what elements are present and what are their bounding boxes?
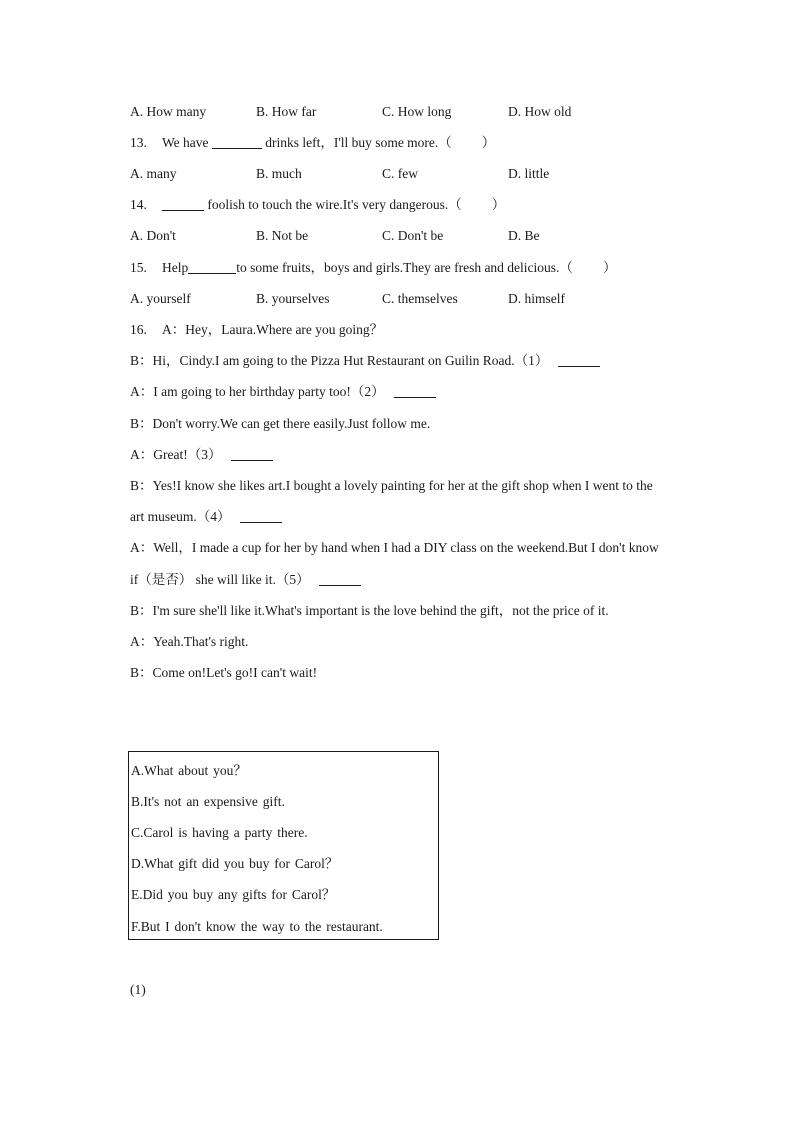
q13-option-d[interactable]: D. little	[508, 166, 550, 181]
dialogue-text: B：Hi，Cindy.I am going to the Pizza Hut Restaurant on Guilin Road.（1）	[130, 353, 549, 368]
q15-option-d[interactable]: D. himself	[508, 291, 565, 306]
q16-line-4	[130, 415, 430, 433]
q15-option-c[interactable]: C. themselves	[382, 291, 458, 306]
q16-line-10	[130, 602, 609, 620]
q14-blank[interactable]	[162, 197, 204, 211]
answer-blank-3[interactable]	[231, 447, 273, 461]
q14-stem	[130, 196, 505, 214]
q13-close: ）	[481, 135, 496, 150]
dialogue-text: A：Hey，Laura.Where are you going？	[162, 322, 384, 337]
dialogue-text: B：Come on!Let's go!I can't wait!	[130, 665, 318, 680]
dialogue-text: A：Well，I made a cup for her by hand when I had a DIY class on the weekend.But I don't know	[130, 540, 659, 555]
q16-line-12	[130, 664, 317, 682]
choice-a: A.What about you？	[131, 763, 247, 778]
answer-blank-4[interactable]	[240, 509, 282, 523]
q15-close: ）	[602, 260, 617, 275]
q15-number: 15.	[130, 260, 147, 275]
q15-text-after: to some fruits，boys and girls.They are fresh and delicious.（	[236, 260, 573, 275]
q12-option-b[interactable]: B. How far	[256, 104, 317, 119]
q13-number: 13.	[130, 135, 147, 150]
dialogue-text: B：Yes!I know she likes art.I bought a lovely painting for her at the gift shop when I went to the	[130, 478, 653, 493]
dialogue-text: art museum.（4）	[130, 509, 231, 524]
q12-option-c[interactable]: C. How long	[382, 104, 452, 119]
q14-close: ）	[491, 197, 506, 212]
dialogue-text: B：I'm sure she'll like it.What's important is the love behind the gift，not the price of it.	[130, 603, 609, 618]
q13-text-before: We have	[162, 135, 212, 150]
q13-stem	[130, 134, 495, 152]
q16-line-11	[130, 633, 248, 651]
dialogue-text: A：Yeah.That's right.	[130, 634, 249, 649]
q16-line-7	[130, 508, 282, 526]
q13-text-after: drinks left，I'll buy some more.（	[261, 135, 452, 150]
answer-blank-5[interactable]	[319, 572, 361, 586]
q13-options	[130, 165, 690, 183]
choices-box	[128, 751, 439, 940]
choice-e: E.Did you buy any gifts for Carol？	[131, 887, 336, 902]
choice-b: B.It's not an expensive gift.	[131, 794, 285, 809]
q15-blank[interactable]	[188, 260, 236, 274]
q15-options	[130, 290, 690, 308]
dialogue-text: B：Don't worry.We can get there easily.Just follow me.	[130, 416, 431, 431]
q13-option-a[interactable]: A. many	[130, 166, 177, 181]
q12-option-d[interactable]: D. How old	[508, 104, 572, 119]
q15-stem	[130, 259, 616, 277]
q16-line-2	[130, 352, 600, 370]
q12-option-a[interactable]: A. How many	[130, 104, 207, 119]
q13-option-b[interactable]: B. much	[256, 166, 302, 181]
q16-line-6	[130, 477, 653, 495]
q16-number: 16.	[130, 322, 147, 337]
choice-f: F.But I don't know the way to the restaurant.	[131, 919, 383, 934]
q16-line-1	[130, 321, 383, 339]
answer-label-1: (1)	[130, 982, 146, 997]
q16-line-5	[130, 446, 273, 464]
q16-line-3	[130, 383, 436, 401]
q15-option-a[interactable]: A. yourself	[130, 291, 191, 306]
q14-options	[130, 227, 690, 245]
q16-line-8	[130, 539, 659, 557]
q14-option-c[interactable]: C. Don't be	[382, 228, 444, 243]
q16-line-9	[130, 571, 361, 589]
q15-option-b[interactable]: B. yourselves	[256, 291, 330, 306]
choice-d: D.What gift did you buy for Carol？	[131, 856, 339, 871]
answer-blank-2[interactable]	[394, 384, 436, 398]
q15-text-before: Help	[162, 260, 189, 275]
q13-option-c[interactable]: C. few	[382, 166, 418, 181]
answer-blank-1[interactable]	[558, 353, 600, 367]
dialogue-text: A：Great!（3）	[130, 447, 222, 462]
q12-options	[130, 103, 690, 121]
q14-text-after: foolish to touch the wire.It's very dangerous.（	[204, 197, 462, 212]
q14-option-a[interactable]: A. Don't	[130, 228, 176, 243]
q14-number: 14.	[130, 197, 147, 212]
dialogue-text: A：I am going to her birthday party too!（2）	[130, 384, 385, 399]
q13-blank[interactable]	[212, 135, 262, 149]
dialogue-text: if（是否） she will like it.（5）	[130, 572, 310, 587]
q14-option-d[interactable]: D. Be	[508, 228, 540, 243]
q14-option-b[interactable]: B. Not be	[256, 228, 309, 243]
choice-c: C.Carol is having a party there.	[131, 825, 308, 840]
